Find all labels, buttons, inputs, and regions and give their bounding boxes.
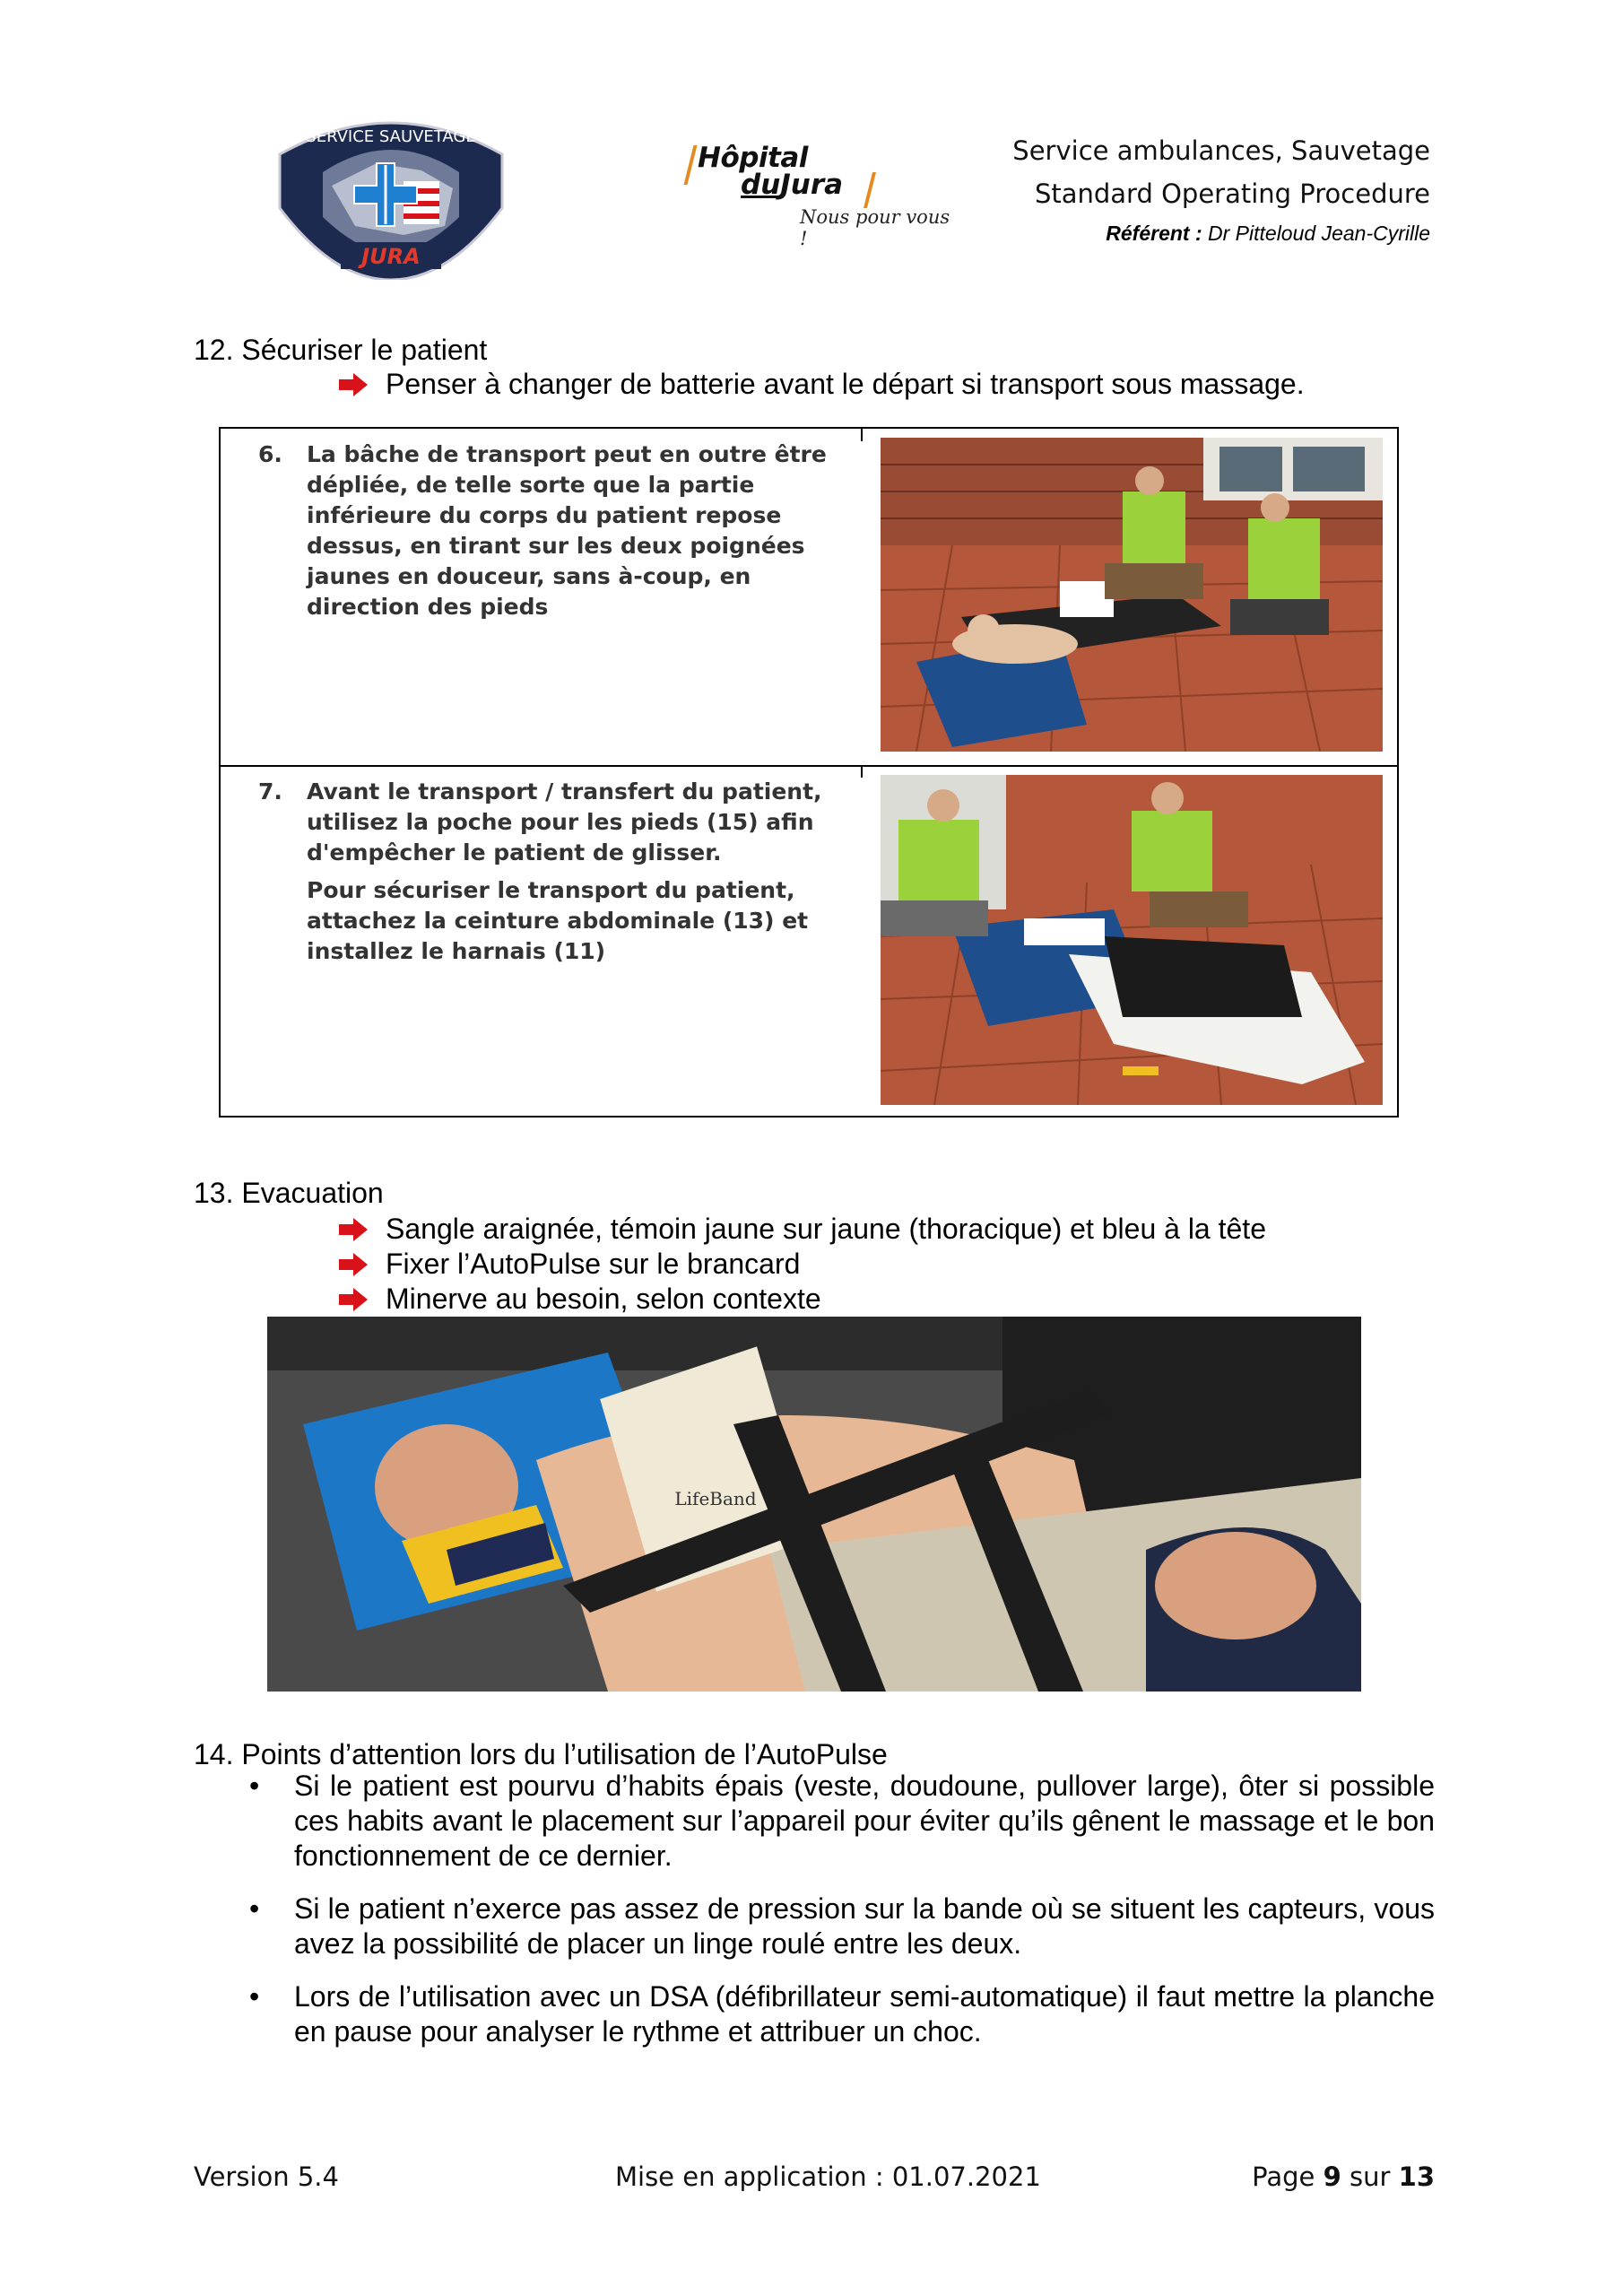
section-12-bullet: Penser à changer de batterie avant le départ si transport sous massage.	[339, 367, 1305, 402]
section-14-title: 14. Points d’attention lors du l’utilisation de l’AutoPulse	[194, 1738, 888, 1770]
step-6-text: La bâche de transport peut en outre être dépliée, de telle sorte que la partie inférieure du corps du patient repose dessus, en tirant sur les deux poignées jaunes en douceur, sans à-coup, en direction des pieds	[307, 441, 827, 620]
footer-version: Version 5.4	[194, 2161, 339, 2192]
step-7-number: 7.	[258, 778, 282, 804]
svg-text:LifeBand: LifeBand	[674, 1488, 757, 1509]
hopital-du-jura-logo: Hôpital duJura Nous pour vous !	[689, 136, 958, 244]
red-arrow-icon	[339, 1253, 368, 1276]
section-13-bullet: Minerve au besoin, selon contexte	[339, 1282, 1266, 1317]
red-arrow-icon	[339, 1288, 368, 1311]
section-13-bullet: Sangle araignée, témoin jaune sur jaune (thoracique) et bleu à la tête	[339, 1212, 1266, 1247]
section-12-title: 12. Sécuriser le patient	[194, 334, 488, 366]
svg-text:SERVICE SAUVETAGE: SERVICE SAUVETAGE	[306, 127, 476, 146]
red-arrow-icon	[339, 1218, 368, 1241]
section-13-title: 13. Evacuation	[194, 1177, 384, 1209]
bullet-dot-icon: •	[249, 1770, 260, 1802]
bullet-dot-icon: •	[249, 1980, 260, 2013]
service-sauvetage-jura-badge	[269, 100, 513, 280]
list-item: • Lors de l’utilisation avec un DSA (défibrillateur semi-automatique) il faut mettre la planche en pause pour analyser le rythme et attribuer un choc.	[246, 1979, 1435, 2049]
steps-table	[219, 427, 1399, 1118]
bullet-dot-icon: •	[249, 1892, 260, 1925]
referent-line: Référent : Dr Pitteloud Jean-Cyrille	[1106, 222, 1430, 245]
section-13-bullets	[339, 1212, 1266, 1317]
list-item: • Si le patient est pourvu d’habits épais (veste, doudoune, pullover large), ôter si possible ces habits avant le placement sur l’appareil pour éviter qu’ils gênent le massage et le bon fonctionnement de ce dernier.	[246, 1769, 1435, 1874]
svg-text:JURA: JURA	[361, 244, 421, 269]
service-title: Service ambulances, Sauvetage	[1012, 135, 1430, 166]
step-7-photo	[881, 775, 1383, 1105]
section-14-bullets	[246, 1769, 1435, 2067]
red-arrow-icon	[339, 373, 368, 396]
list-item: • Si le patient n’exerce pas assez de pression sur la bande où se situent les capteurs, vous avez la possibilité de placer un linge roulé entre les deux.	[246, 1892, 1435, 1961]
step-7-text-1: Avant le transport / transfert du patient, utilisez la poche pour les pieds (15) afin d'empêcher le patient de glisser.	[307, 778, 822, 865]
step-6-photo	[881, 438, 1383, 752]
header-info	[1012, 129, 1430, 251]
procedure-title: Standard Operating Procedure	[1034, 178, 1430, 209]
footer-date: Mise en application : 01.07.2021	[615, 2161, 1041, 2192]
evacuation-photo	[267, 1317, 1361, 1692]
step-6-number: 6.	[258, 441, 282, 467]
section-13-bullet: Fixer l’AutoPulse sur le brancard	[339, 1247, 1266, 1282]
footer-page-number: Page 9 sur 13	[1252, 2161, 1435, 2192]
step-7-text-2: Pour sécuriser le transport du patient, attachez la ceinture abdominale (13) et installez le harnais (11)	[307, 877, 809, 964]
